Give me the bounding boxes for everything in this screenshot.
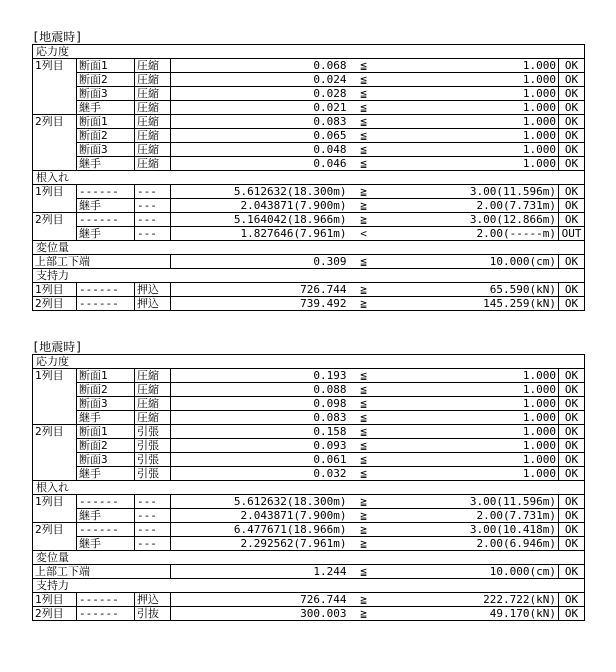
- group-cell: 2列目: [33, 425, 77, 439]
- operator-cell: ≧: [349, 509, 379, 523]
- section-header-row: [33, 171, 585, 185]
- item-cell: 断面3: [77, 143, 135, 157]
- type-cell: 引張: [135, 439, 171, 453]
- item-cell: 断面2: [77, 73, 135, 87]
- operator-cell: ≦: [349, 425, 379, 439]
- value-cell: 0.065: [171, 129, 349, 143]
- limit-cell: 1.000: [379, 425, 559, 439]
- operator-cell: ≦: [349, 411, 379, 425]
- limit-cell: 10.000(cm): [379, 255, 559, 269]
- group-cell: [33, 101, 77, 115]
- group-cell: [33, 383, 77, 397]
- result-cell: OK: [559, 199, 585, 213]
- item-cell: 断面1: [77, 369, 135, 383]
- limit-cell: 222.722(kN): [379, 593, 559, 607]
- result-cell: OK: [559, 411, 585, 425]
- item-cell: ------: [77, 607, 135, 621]
- operator-cell: ≦: [349, 565, 379, 579]
- limit-cell: 1.000: [379, 157, 559, 171]
- table-row: [33, 143, 585, 157]
- type-cell: 圧縮: [135, 115, 171, 129]
- item-cell: 断面2: [77, 439, 135, 453]
- group-cell: [33, 453, 77, 467]
- operator-cell: ≦: [349, 467, 379, 481]
- result-cell: OK: [559, 439, 585, 453]
- value-cell: 0.088: [171, 383, 349, 397]
- value-cell: 2.043871(7.900m): [171, 509, 349, 523]
- table-row: [33, 593, 585, 607]
- group-cell: [33, 129, 77, 143]
- value-cell: 0.068: [171, 59, 349, 73]
- type-cell: 押込: [135, 593, 171, 607]
- value-cell: 0.309: [171, 255, 349, 269]
- limit-cell: 3.00(12.866m): [379, 213, 559, 227]
- group-cell: 1列目: [33, 369, 77, 383]
- operator-cell: ≦: [349, 383, 379, 397]
- item-cell: ------: [77, 523, 135, 537]
- section-header-row: [33, 551, 585, 565]
- table-row: [33, 523, 585, 537]
- value-cell: 0.021: [171, 101, 349, 115]
- item-cell: 継手: [77, 101, 135, 115]
- group-cell: [33, 157, 77, 171]
- operator-cell: <: [349, 227, 379, 241]
- table-row: [33, 411, 585, 425]
- group-cell: [33, 397, 77, 411]
- value-cell: 0.193: [171, 369, 349, 383]
- type-cell: 圧縮: [135, 143, 171, 157]
- group-cell: [33, 227, 77, 241]
- type-cell: 圧縮: [135, 397, 171, 411]
- item-cell: ------: [77, 593, 135, 607]
- limit-cell: 1.000: [379, 453, 559, 467]
- result-table-2: [32, 354, 585, 621]
- section-header-row: [33, 269, 585, 283]
- limit-cell: 2.00(6.946m): [379, 537, 559, 551]
- value-cell: 0.046: [171, 157, 349, 171]
- group-cell: 1列目: [33, 185, 77, 199]
- operator-cell: ≦: [349, 439, 379, 453]
- operator-cell: ≦: [349, 129, 379, 143]
- section-header: 応力度: [33, 355, 585, 369]
- limit-cell: 1.000: [379, 397, 559, 411]
- result-cell: OK: [559, 115, 585, 129]
- value-cell: 0.032: [171, 467, 349, 481]
- table-row: [33, 157, 585, 171]
- result-cell: OK: [559, 467, 585, 481]
- section-header: 支持力: [33, 579, 585, 593]
- value-cell: 739.492: [171, 297, 349, 311]
- group-cell: [33, 411, 77, 425]
- type-cell: 圧縮: [135, 369, 171, 383]
- limit-cell: 3.00(11.596m): [379, 185, 559, 199]
- operator-cell: ≧: [349, 607, 379, 621]
- table-row: [33, 537, 585, 551]
- value-cell: 0.158: [171, 425, 349, 439]
- item-cell: 継手: [77, 467, 135, 481]
- result-cell: OK: [559, 593, 585, 607]
- type-cell: 圧縮: [135, 59, 171, 73]
- row-label-cell: 上部工下端: [33, 565, 171, 579]
- section-header-row: [33, 579, 585, 593]
- value-cell: 1.244: [171, 565, 349, 579]
- table-row: [33, 115, 585, 129]
- section-header-row: [33, 481, 585, 495]
- group-cell: 2列目: [33, 115, 77, 129]
- result-cell: OK: [559, 565, 585, 579]
- value-cell: 0.048: [171, 143, 349, 157]
- result-cell: OUT: [559, 227, 585, 241]
- value-cell: 5.164042(18.966m): [171, 213, 349, 227]
- table-row: [33, 199, 585, 213]
- value-cell: 0.083: [171, 115, 349, 129]
- operator-cell: ≦: [349, 255, 379, 269]
- table-row: [33, 453, 585, 467]
- operator-cell: ≦: [349, 453, 379, 467]
- value-cell: 2.292562(7.961m): [171, 537, 349, 551]
- group-cell: 2列目: [33, 297, 77, 311]
- group-cell: 1列目: [33, 283, 77, 297]
- limit-cell: 2.00(7.731m): [379, 199, 559, 213]
- operator-cell: ≧: [349, 185, 379, 199]
- result-cell: OK: [559, 383, 585, 397]
- result-cell: OK: [559, 213, 585, 227]
- table-row: [33, 607, 585, 621]
- operator-cell: ≧: [349, 537, 379, 551]
- section-header: 根入れ: [33, 171, 585, 185]
- table-row: [33, 397, 585, 411]
- type-cell: 押込: [135, 283, 171, 297]
- type-cell: 引張: [135, 453, 171, 467]
- table-row: [33, 227, 585, 241]
- limit-cell: 1.000: [379, 369, 559, 383]
- table-row: [33, 383, 585, 397]
- limit-cell: 1.000: [379, 467, 559, 481]
- result-cell: OK: [559, 537, 585, 551]
- result-cell: OK: [559, 607, 585, 621]
- group-cell: 2列目: [33, 213, 77, 227]
- item-cell: 断面3: [77, 453, 135, 467]
- result-cell: OK: [559, 255, 585, 269]
- group-cell: [33, 537, 77, 551]
- operator-cell: ≦: [349, 59, 379, 73]
- limit-cell: 3.00(10.418m): [379, 523, 559, 537]
- group-cell: 2列目: [33, 607, 77, 621]
- operator-cell: ≦: [349, 397, 379, 411]
- type-cell: 圧縮: [135, 129, 171, 143]
- type-cell: 引張: [135, 467, 171, 481]
- value-cell: 0.028: [171, 87, 349, 101]
- operator-cell: ≧: [349, 199, 379, 213]
- section-header: 応力度: [33, 45, 585, 59]
- table-row: [33, 369, 585, 383]
- table-row: [33, 59, 585, 73]
- operator-cell: ≧: [349, 593, 379, 607]
- result-cell: OK: [559, 453, 585, 467]
- limit-cell: 1.000: [379, 101, 559, 115]
- group-cell: [33, 509, 77, 523]
- table-row: [33, 87, 585, 101]
- item-cell: 継手: [77, 537, 135, 551]
- value-cell: 1.827646(7.961m): [171, 227, 349, 241]
- result-cell: OK: [559, 143, 585, 157]
- value-cell: 300.003: [171, 607, 349, 621]
- operator-cell: ≦: [349, 369, 379, 383]
- result-cell: OK: [559, 73, 585, 87]
- group-cell: [33, 73, 77, 87]
- table-row: [33, 283, 585, 297]
- type-cell: ---: [135, 213, 171, 227]
- table-row: [33, 129, 585, 143]
- limit-cell: 10.000(cm): [379, 565, 559, 579]
- operator-cell: ≧: [349, 523, 379, 537]
- table-row: [33, 255, 585, 269]
- type-cell: 圧縮: [135, 411, 171, 425]
- table-row: [33, 509, 585, 523]
- operator-cell: ≦: [349, 157, 379, 171]
- type-cell: 引抜: [135, 607, 171, 621]
- group-cell: [33, 143, 77, 157]
- item-cell: ------: [77, 283, 135, 297]
- result-cell: OK: [559, 397, 585, 411]
- operator-cell: ≦: [349, 87, 379, 101]
- limit-cell: 65.590(kN): [379, 283, 559, 297]
- block-title-1: [地震時]: [32, 30, 83, 44]
- limit-cell: 3.00(11.596m): [379, 495, 559, 509]
- limit-cell: 1.000: [379, 143, 559, 157]
- item-cell: ------: [77, 495, 135, 509]
- section-header: 支持力: [33, 269, 585, 283]
- item-cell: 継手: [77, 411, 135, 425]
- type-cell: 圧縮: [135, 157, 171, 171]
- type-cell: 圧縮: [135, 73, 171, 87]
- item-cell: 継手: [77, 199, 135, 213]
- limit-cell: 1.000: [379, 411, 559, 425]
- table-row: [33, 439, 585, 453]
- limit-cell: 1.000: [379, 129, 559, 143]
- limit-cell: 1.000: [379, 115, 559, 129]
- item-cell: ------: [77, 213, 135, 227]
- limit-cell: 145.259(kN): [379, 297, 559, 311]
- table-row: [33, 185, 585, 199]
- type-cell: ---: [135, 495, 171, 509]
- limit-cell: 1.000: [379, 59, 559, 73]
- type-cell: 引張: [135, 425, 171, 439]
- group-cell: [33, 467, 77, 481]
- limit-cell: 1.000: [379, 383, 559, 397]
- operator-cell: ≧: [349, 297, 379, 311]
- limit-cell: 1.000: [379, 87, 559, 101]
- value-cell: 726.744: [171, 593, 349, 607]
- operator-cell: ≧: [349, 283, 379, 297]
- section-header: 変位量: [33, 551, 585, 565]
- type-cell: 圧縮: [135, 383, 171, 397]
- operator-cell: ≦: [349, 73, 379, 87]
- item-cell: 継手: [77, 227, 135, 241]
- type-cell: ---: [135, 227, 171, 241]
- type-cell: ---: [135, 523, 171, 537]
- section-header: 根入れ: [33, 481, 585, 495]
- result-cell: OK: [559, 157, 585, 171]
- section-header-row: [33, 45, 585, 59]
- result-cell: OK: [559, 101, 585, 115]
- section-header-row: [33, 241, 585, 255]
- value-cell: 0.093: [171, 439, 349, 453]
- result-cell: OK: [559, 369, 585, 383]
- type-cell: ---: [135, 509, 171, 523]
- type-cell: ---: [135, 185, 171, 199]
- table-row: [33, 495, 585, 509]
- value-cell: 6.477671(18.966m): [171, 523, 349, 537]
- table-row: [33, 213, 585, 227]
- type-cell: ---: [135, 537, 171, 551]
- operator-cell: ≧: [349, 213, 379, 227]
- type-cell: 圧縮: [135, 87, 171, 101]
- value-cell: 5.612632(18.300m): [171, 495, 349, 509]
- result-cell: OK: [559, 283, 585, 297]
- group-cell: [33, 439, 77, 453]
- value-cell: 0.098: [171, 397, 349, 411]
- limit-cell: 2.00(7.731m): [379, 509, 559, 523]
- item-cell: ------: [77, 185, 135, 199]
- item-cell: 継手: [77, 509, 135, 523]
- result-cell: OK: [559, 59, 585, 73]
- group-cell: [33, 199, 77, 213]
- item-cell: 断面1: [77, 115, 135, 129]
- value-cell: 2.043871(7.900m): [171, 199, 349, 213]
- item-cell: 継手: [77, 157, 135, 171]
- group-cell: 2列目: [33, 523, 77, 537]
- result-cell: OK: [559, 425, 585, 439]
- group-cell: 1列目: [33, 593, 77, 607]
- value-cell: 0.083: [171, 411, 349, 425]
- item-cell: 断面1: [77, 59, 135, 73]
- value-cell: 0.024: [171, 73, 349, 87]
- table-row: [33, 425, 585, 439]
- value-cell: 726.744: [171, 283, 349, 297]
- table-row: [33, 297, 585, 311]
- type-cell: ---: [135, 199, 171, 213]
- limit-cell: 2.00(-----m): [379, 227, 559, 241]
- group-cell: 1列目: [33, 495, 77, 509]
- group-cell: [33, 87, 77, 101]
- item-cell: 断面1: [77, 425, 135, 439]
- result-cell: OK: [559, 495, 585, 509]
- group-cell: 1列目: [33, 59, 77, 73]
- item-cell: 断面2: [77, 129, 135, 143]
- block-title-2: [地震時]: [32, 340, 83, 354]
- section-header-row: [33, 355, 585, 369]
- result-cell: OK: [559, 509, 585, 523]
- operator-cell: ≦: [349, 115, 379, 129]
- limit-cell: 1.000: [379, 439, 559, 453]
- result-cell: OK: [559, 297, 585, 311]
- limit-cell: 49.170(kN): [379, 607, 559, 621]
- table-row: [33, 73, 585, 87]
- item-cell: ------: [77, 297, 135, 311]
- type-cell: 圧縮: [135, 101, 171, 115]
- result-cell: OK: [559, 523, 585, 537]
- result-table-1: [32, 44, 585, 311]
- value-cell: 0.061: [171, 453, 349, 467]
- table-row: [33, 467, 585, 481]
- type-cell: 押込: [135, 297, 171, 311]
- result-cell: OK: [559, 185, 585, 199]
- item-cell: 断面3: [77, 87, 135, 101]
- section-header: 変位量: [33, 241, 585, 255]
- value-cell: 5.612632(18.300m): [171, 185, 349, 199]
- operator-cell: ≦: [349, 143, 379, 157]
- item-cell: 断面2: [77, 383, 135, 397]
- result-cell: OK: [559, 87, 585, 101]
- limit-cell: 1.000: [379, 73, 559, 87]
- table-row: [33, 565, 585, 579]
- row-label-cell: 上部工下端: [33, 255, 171, 269]
- item-cell: 断面3: [77, 397, 135, 411]
- operator-cell: ≧: [349, 495, 379, 509]
- table-row: [33, 101, 585, 115]
- result-cell: OK: [559, 129, 585, 143]
- operator-cell: ≦: [349, 101, 379, 115]
